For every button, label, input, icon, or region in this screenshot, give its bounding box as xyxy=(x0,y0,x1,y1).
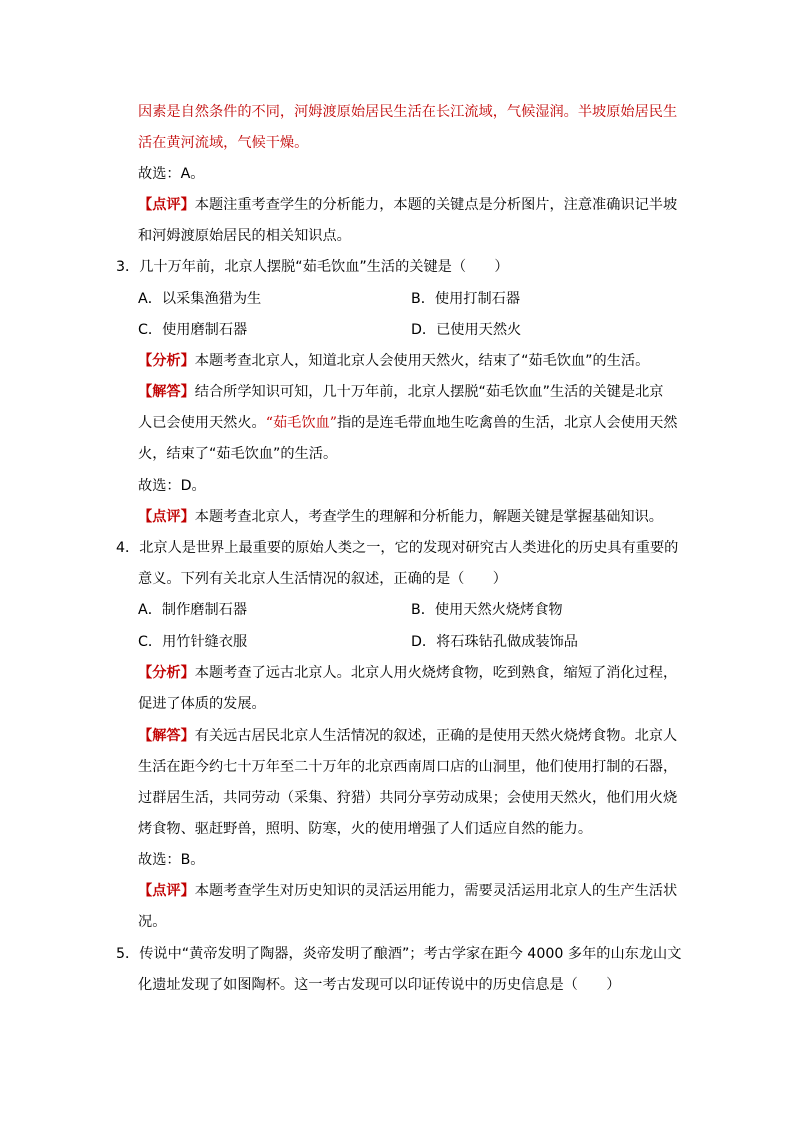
q3-analysis xyxy=(138,351,649,371)
q3-analysis-text: 本题考查北京人，知道北京人会使用天然火，结束了“茹毛饮血”的生活。 xyxy=(194,353,650,369)
q3-solution-line-3: 火，结束了“茹毛饮血”的生活。 xyxy=(138,446,338,462)
q4-comment-text-1: 本题考查学生对历史知识的灵活运用能力，需要灵活运用北京人的生产生活状 xyxy=(194,883,678,899)
q4-analysis-line-1 xyxy=(138,663,677,683)
solution-tag: 【解答】 xyxy=(138,384,195,400)
q5-stem-line-2: 化遗址发现了如图陶杯。这一考古发现可以印证传说中的历史信息是（ ） xyxy=(138,977,621,993)
q3-solution-quote: “茹毛饮血” xyxy=(265,415,337,431)
q4-stem-line-2: 意义。下列有关北京人生活情况的叙述，正确的是（ ） xyxy=(138,571,507,587)
q4-comment-line-2: 况。 xyxy=(138,914,167,930)
analysis-tag: 【分析】 xyxy=(138,353,195,369)
q3-solution-line-2 xyxy=(138,413,677,433)
q2-explanation-line-2: 活在黄河流域，气候干燥。 xyxy=(138,135,309,151)
q3-option-c: C．使用磨制石器 xyxy=(138,322,248,338)
q3-solution-line-1 xyxy=(138,382,663,402)
q4-option-d: D．将石珠钻孔做成装饰品 xyxy=(411,634,578,650)
q3-solution-text-2a: 人已会使用天然火。 xyxy=(138,415,266,431)
q2-explanation-line-1: 因素是自然条件的不同，河姆渡原始居民生活在长江流域，气候湿润。半坡原始居民生 xyxy=(138,104,678,120)
q3-answer: 故选：D。 xyxy=(138,478,206,494)
solution-tag: 【解答】 xyxy=(138,728,195,744)
q3-solution-text-1: 结合所学知识可知，几十万年前，北京人摆脱“茹毛饮血”生活的关键是北京 xyxy=(194,384,664,400)
comment-tag: 【点评】 xyxy=(138,509,195,525)
analysis-tag: 【分析】 xyxy=(138,665,195,681)
q4-option-c: C．用竹针缝衣服 xyxy=(138,634,248,650)
comment-tag: 【点评】 xyxy=(138,197,195,213)
q4-solution-line-4: 烤食物、驱赶野兽，照明、防寒，火的使用增强了人们适应自然的能力。 xyxy=(138,821,593,837)
q3-comment xyxy=(138,507,663,527)
q2-comment-text-1: 本题注重考查学生的分析能力，本题的关键点是分析图片，注意准确识记半坡 xyxy=(194,197,678,213)
comment-tag: 【点评】 xyxy=(138,883,195,899)
q4-analysis-line-2: 促进了体质的发展。 xyxy=(138,696,266,712)
q3-option-d: D．已使用天然火 xyxy=(411,322,522,338)
q4-solution-text-1: 有关远古居民北京人生活情况的叙述，正确的是使用天然火烧烤食物。北京人 xyxy=(194,728,678,744)
q4-solution-line-3: 过群居生活，共同劳动（采集、狩猎）共同分享劳动成果；会使用天然火，他们用火烧 xyxy=(138,790,678,806)
q2-comment-line-1 xyxy=(138,195,677,215)
q3-option-a: A．以采集渔猎为生 xyxy=(138,291,262,307)
q4-option-a: A．制作磨制石器 xyxy=(138,602,248,618)
q4-solution-line-2: 生活在距今约七十万年至二十万年的北京西南周口店的山洞里，他们使用打制的石器， xyxy=(138,759,678,775)
q5-stem-line-1: 5．传说中“黄帝发明了陶器，炎帝发明了酿酒”；考古学家在距今 4000 多年的山东龙山文 xyxy=(116,946,682,962)
q4-solution-line-1 xyxy=(138,726,677,746)
q2-answer: 故选：A。 xyxy=(138,166,205,182)
q4-stem-line-1: 4．北京人是世界上最重要的原始人类之一，它的发现对研究古人类进化的历史具有重要的 xyxy=(116,540,679,556)
q3-comment-text: 本题考查北京人，考查学生的理解和分析能力，解题关键是掌握基础知识。 xyxy=(194,509,663,525)
q3-option-b: B．使用打制石器 xyxy=(411,291,521,307)
q4-option-b: B．使用天然火烧烤食物 xyxy=(411,602,563,618)
q3-stem: 3．几十万年前，北京人摆脱“茹毛饮血”生活的关键是（ ） xyxy=(116,259,509,275)
q4-comment-line-1 xyxy=(138,881,677,901)
q2-comment-line-2: 和河姆渡原始居民的相关知识点。 xyxy=(138,228,351,244)
q4-answer: 故选：B。 xyxy=(138,852,205,868)
q4-analysis-text-1: 本题考查了远古北京人。北京人用火烧烤食物，吃到熟食，缩短了消化过程， xyxy=(194,665,678,681)
q3-solution-text-2b: 指的是连毛带血地生吃禽兽的生活，北京人会使用天然 xyxy=(336,415,678,431)
